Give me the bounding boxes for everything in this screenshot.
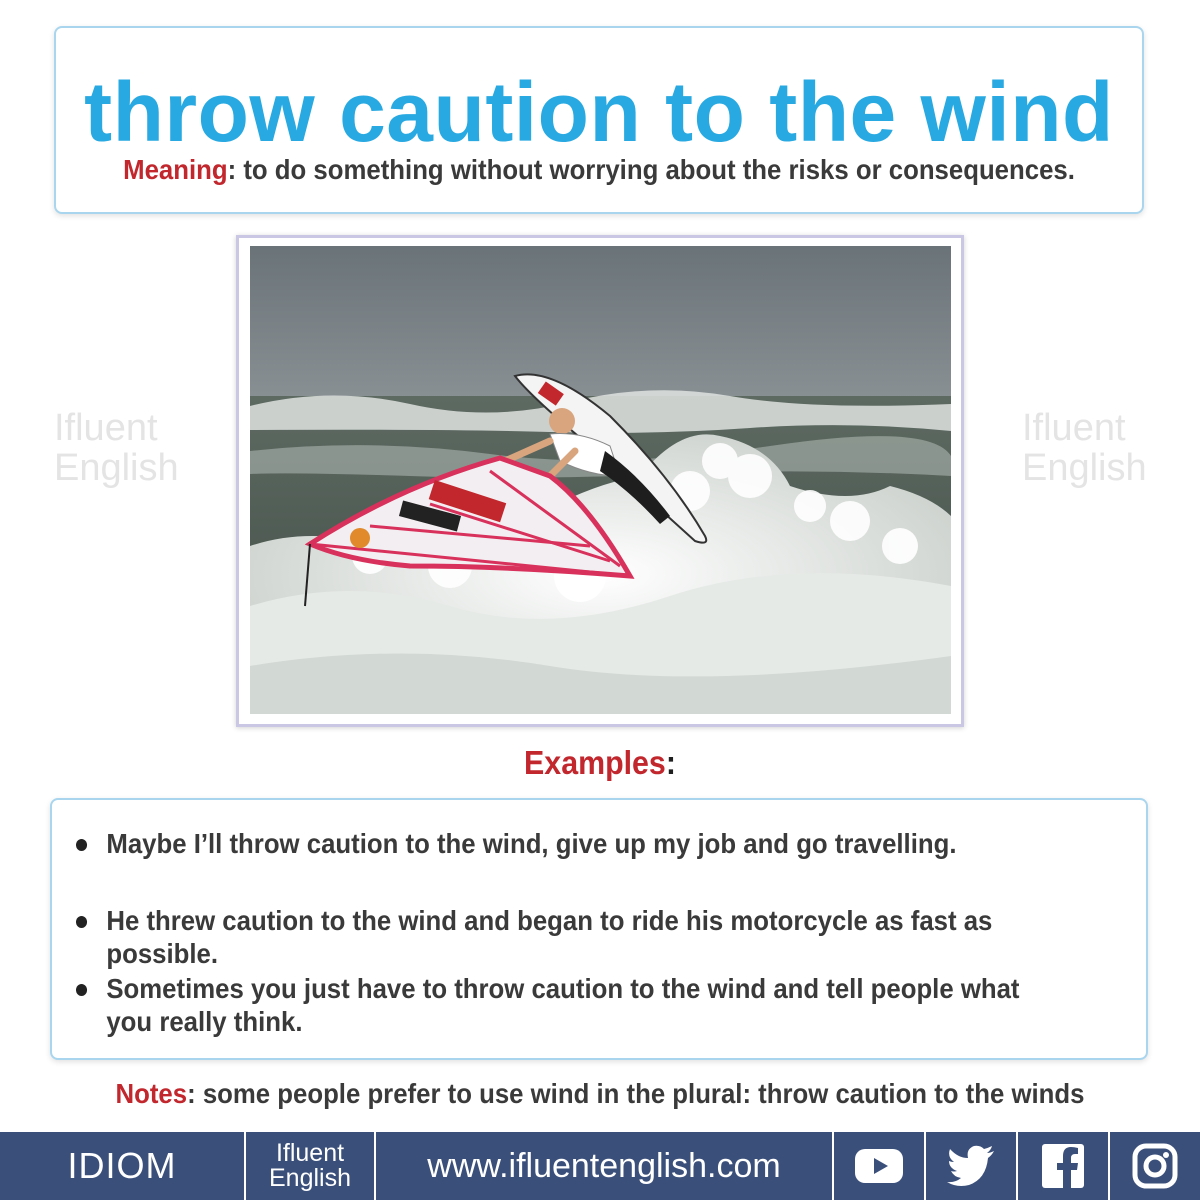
notes-text: : some people prefer to use wind in the plural: throw caution to the winds	[187, 1078, 1085, 1109]
meaning-line	[99, 154, 1098, 186]
watermark-left	[54, 408, 179, 488]
meaning-text: : to do something without worrying about the risks or consequences.	[227, 154, 1075, 185]
example-text: Sometimes you just have to throw caution to the wind and tell people what you really think.	[106, 973, 1020, 1037]
notes-label: Notes	[115, 1078, 188, 1109]
footer-bar	[0, 1132, 1200, 1200]
title-card	[54, 26, 1144, 214]
watermark-line2: English	[54, 447, 179, 489]
examples-colon: :	[665, 744, 676, 781]
brand-line1: Ifluent	[275, 1139, 345, 1167]
footer-brand[interactable]	[246, 1132, 376, 1200]
bullet-icon	[76, 984, 87, 996]
watermark-line1: Ifluent	[1022, 407, 1126, 449]
footer-category: IDIOM	[0, 1132, 246, 1200]
bullet-icon	[76, 839, 87, 851]
brand-line2: English	[269, 1164, 351, 1192]
example-item	[76, 904, 1051, 970]
twitter-icon[interactable]	[926, 1132, 1018, 1200]
bullet-icon	[76, 916, 87, 928]
example-text: Maybe I’ll throw caution to the wind, give up my job and go travelling.	[106, 828, 957, 859]
watermark-right	[1022, 408, 1147, 488]
facebook-icon[interactable]	[1018, 1132, 1110, 1200]
watermark-line1: Ifluent	[54, 407, 158, 449]
meaning-label: Meaning	[123, 154, 228, 185]
example-text: He threw caution to the wind and began to ride his motorcycle as fast as possible.	[106, 905, 993, 969]
windsurfer-photo	[250, 246, 951, 714]
examples-card	[50, 798, 1148, 1060]
instagram-icon[interactable]	[1110, 1132, 1200, 1200]
examples-heading	[48, 744, 1152, 782]
example-item	[76, 972, 1051, 1038]
notes-line	[48, 1078, 1152, 1110]
youtube-icon[interactable]	[834, 1132, 926, 1200]
idiom-title: throw caution to the wind	[84, 65, 1114, 159]
website-link[interactable]: www.ifluentenglish.com	[376, 1132, 834, 1200]
examples-label: Examples	[524, 744, 666, 781]
watermark-line2: English	[1022, 447, 1147, 489]
example-item	[76, 827, 1051, 860]
